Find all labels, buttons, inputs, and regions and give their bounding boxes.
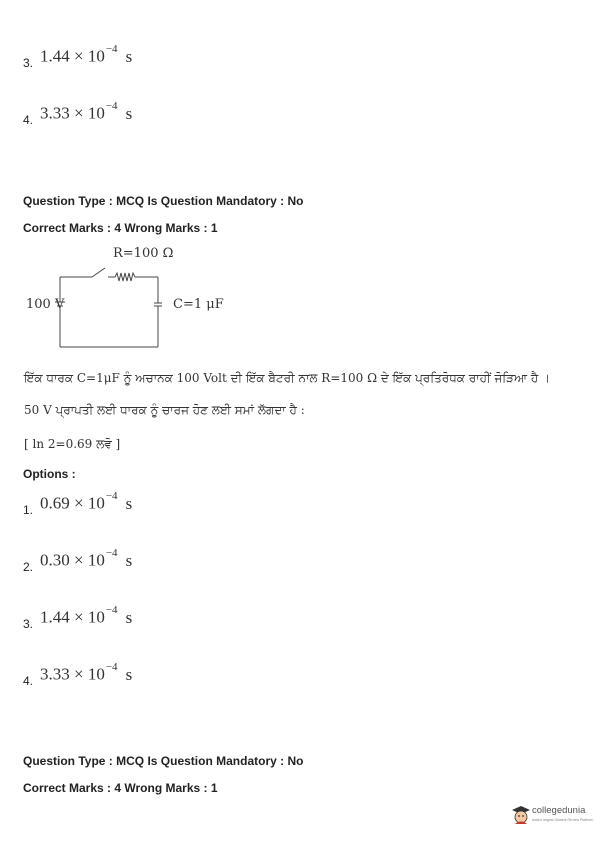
option-value: $3.33 \times 10^{-4}$ s — [40, 661, 133, 684]
option-value: $1.44 \times 10^{-4}$ s — [40, 43, 133, 66]
question-text-line-2: 50 V ਪ੍ਰਾਪਤੀ ਲਈ ਧਾਰਕ ਨੂੰ ਚਾਰਜ ਹੋਣ ਲਈ ਸਮਾਂ ਲੱਗਦਾ ਹੈ : — [24, 403, 305, 417]
option-number: 2. — [23, 560, 34, 574]
option-value: $1.44 \times 10^{-4}$ s — [40, 604, 133, 627]
logo-subtext: India's largest Student Review Platform — [532, 818, 593, 822]
next-question-type-line: Question Type : MCQ Is Question Mandatory : No — [23, 754, 304, 768]
question-type-line: Question Type : MCQ Is Question Mandatory : No — [23, 194, 304, 208]
option-number: 1. — [23, 503, 34, 517]
marks-line: Correct Marks : 4 Wrong Marks : 1 — [23, 221, 218, 235]
option-value: $3.33 \times 10^{-4}$ s — [40, 100, 133, 123]
option-number: 3. — [23, 56, 34, 70]
logo-text: collegedunia — [532, 805, 586, 816]
question-text-line-1: ਇੱਕ ਧਾਰਕ C=1μF ਨੂੰ ਅਚਾਨਕ 100 Volt ਦੀ ਇੱਕ ਬੈਟਰੀ ਨਾਲ R=100 Ω ਦੇ ਇੱਕ ਪ੍ਰਤਿਰੋਧਕ ਰਾਹੀਂ ਜੋੜਿਆ ਹੈ । — [24, 371, 551, 385]
options-label: Options : — [23, 467, 76, 481]
student-mascot-icon — [510, 804, 532, 826]
capacitor-label: C=1 μF — [173, 297, 224, 312]
battery-label: 100 V — [26, 297, 65, 312]
resistor-label: R=100 Ω — [113, 246, 174, 261]
option-number: 3. — [23, 617, 34, 631]
option-number: 4. — [23, 674, 34, 688]
option-number: 4. — [23, 113, 34, 127]
question-hint: [ ln 2=0.69 ਲਵੋ ] — [24, 437, 121, 451]
option-value: $0.69 \times 10^{-4}$ s — [40, 490, 133, 513]
option-value: $0.30 \times 10^{-4}$ s — [40, 547, 133, 570]
circuit-schematic — [50, 262, 175, 357]
next-marks-line: Correct Marks : 4 Wrong Marks : 1 — [23, 781, 218, 795]
